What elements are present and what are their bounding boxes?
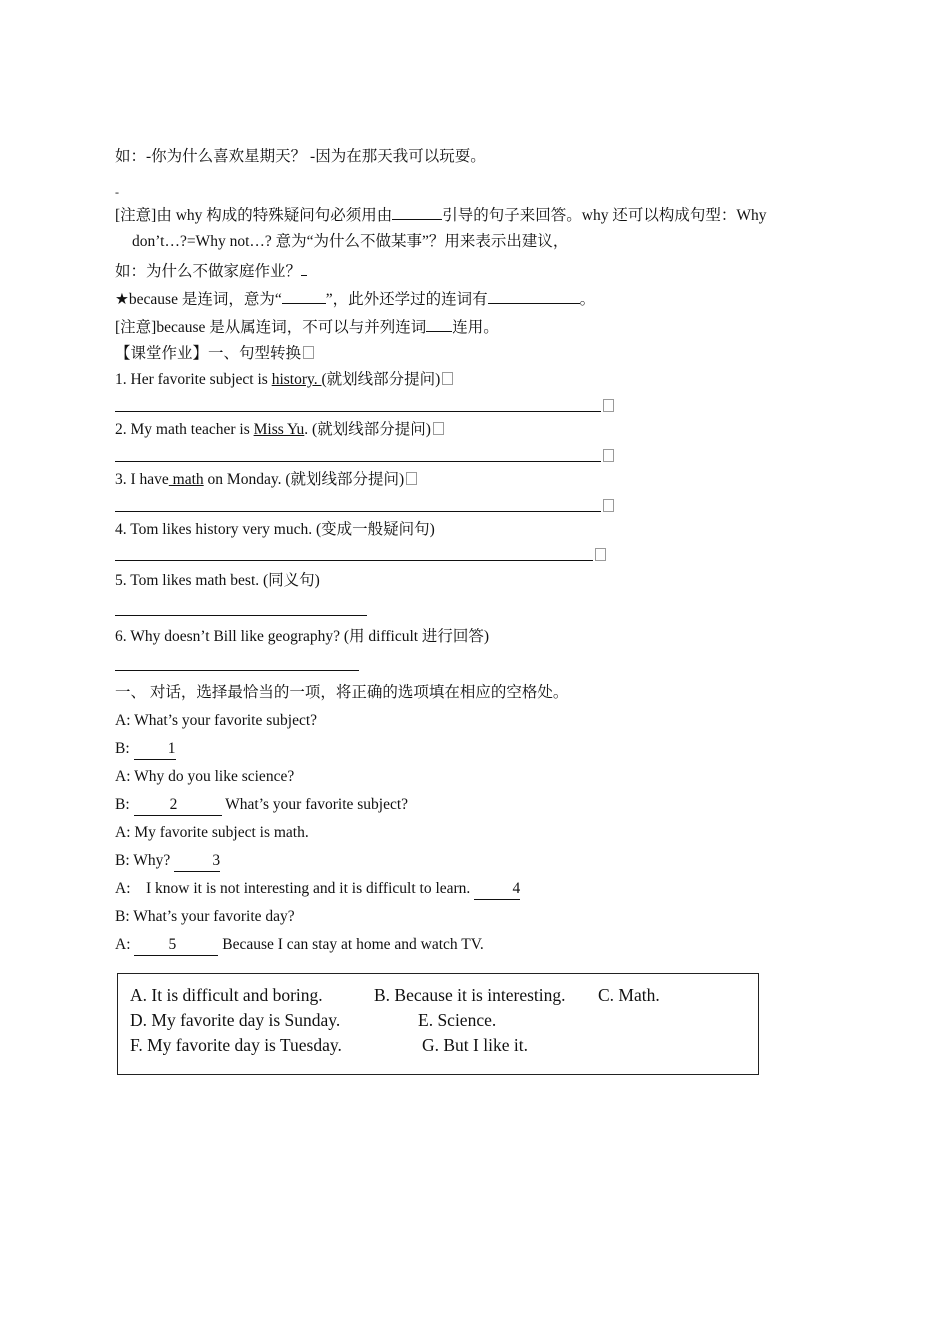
dialogue-line-7 xyxy=(115,879,520,900)
note-line-2: don’t…?=Why not…? 意为“为什么不做某事”？用来表示出建议， xyxy=(132,233,569,250)
dialogue-heading: 一、 对话，选择最恰当的一项，将正确的选项填在相应的空格处。 xyxy=(115,684,569,701)
dialogue-line-8: B: What’s your favorite day? xyxy=(115,908,295,925)
example-text: 如：为什么不做家庭作业？ xyxy=(115,263,302,280)
box-placeholder-icon xyxy=(595,548,606,561)
speaker-label: B: xyxy=(115,796,134,813)
option-b: B. Because it is interesting. xyxy=(374,985,566,1005)
box-placeholder-icon xyxy=(406,472,417,485)
note-text-b: 引导的句子来回答。why 还可以构成句型：Why xyxy=(442,207,767,224)
answer-blank-4[interactable]: 4 xyxy=(474,879,520,900)
answer-line-6[interactable] xyxy=(115,670,359,671)
answer-blank-1[interactable]: 1 xyxy=(134,739,176,760)
question-text: 1. Her favorite subject is xyxy=(115,371,272,388)
star-text-c: 。 xyxy=(579,291,596,308)
question-instruction: (就划线部分提问) xyxy=(321,371,441,388)
box-placeholder-icon xyxy=(603,449,614,462)
box-placeholder-icon xyxy=(603,399,614,412)
dialogue-line-1: A: What’s your favorite subject? xyxy=(115,712,318,729)
dialogue-text: Because I can stay at home and watch TV. xyxy=(218,936,484,953)
box-placeholder-icon xyxy=(442,372,453,385)
answer-line-4[interactable] xyxy=(115,560,593,561)
option-d: D. My favorite day is Sunday. xyxy=(130,1010,341,1030)
speaker-label: B: xyxy=(115,740,134,757)
example-line-1: 如：-你为什么喜欢星期天？ -因为在那天我可以玩耍。 xyxy=(115,148,486,165)
question-4: 4. Tom likes history very much. (变成一般疑问句) xyxy=(115,521,435,538)
option-g: G. But I like it. xyxy=(422,1035,528,1055)
question-3 xyxy=(115,470,417,490)
question-text: 3. I have xyxy=(115,471,169,488)
answer-blank[interactable] xyxy=(426,316,452,332)
dialogue-line-2 xyxy=(115,739,176,760)
note-line-1 xyxy=(115,204,766,226)
box-placeholder-icon xyxy=(303,346,314,359)
speaker-label: B: Why? xyxy=(115,852,175,869)
answer-line-3[interactable] xyxy=(115,511,601,512)
answer-blank[interactable] xyxy=(301,260,307,276)
option-c: C. Math. xyxy=(598,985,660,1005)
question-6: 6. Why doesn’t Bill like geography? (用 difficult 进行回答) xyxy=(115,628,490,645)
underlined-word: Miss Yu xyxy=(253,421,305,438)
underlined-word: math xyxy=(168,471,204,488)
underlined-word: history. xyxy=(271,371,322,388)
answer-blank[interactable] xyxy=(392,204,442,220)
box-placeholder-icon xyxy=(433,422,444,435)
note-text-a: [注意]because 是从属连词，不可以与并列连词 xyxy=(115,319,427,336)
star-note-line xyxy=(115,288,595,310)
classwork-heading xyxy=(115,344,314,364)
dialogue-text: What’s your favorite subject? xyxy=(221,796,409,813)
box-placeholder-icon xyxy=(603,499,614,512)
star-text-a: ★because 是连词，意为“ xyxy=(115,291,282,308)
meaning-blank[interactable] xyxy=(282,288,326,304)
note-text-b: 连用。 xyxy=(452,319,499,336)
speaker-label: A: xyxy=(115,936,135,953)
answer-line-5[interactable] xyxy=(115,615,367,616)
dash-mark: - xyxy=(115,185,119,199)
dialogue-line-9 xyxy=(115,935,484,956)
note-text-a: [注意]由 why 构成的特殊疑问句必须用由 xyxy=(115,207,393,224)
option-e: E. Science. xyxy=(418,1010,497,1030)
answer-line-2[interactable] xyxy=(115,461,601,462)
conjunction-blank[interactable] xyxy=(488,288,580,304)
option-a: A. It is difficult and boring. xyxy=(130,985,323,1005)
classwork-heading-text: 【课堂作业】一、句型转换 xyxy=(115,345,302,362)
option-f: F. My favorite day is Tuesday. xyxy=(130,1035,342,1055)
question-2 xyxy=(115,420,444,440)
answer-line-1[interactable] xyxy=(115,411,601,412)
question-5: 5. Tom likes math best. (同义句) xyxy=(115,572,320,589)
star-text-b: ”，此外还学过的连词有 xyxy=(325,291,488,308)
answer-blank-2[interactable]: 2 xyxy=(134,795,222,816)
question-instruction: . (就划线部分提问) xyxy=(304,421,431,438)
question-instruction: on Monday. (就划线部分提问) xyxy=(203,471,405,488)
dialogue-line-3: A: Why do you like science? xyxy=(115,768,295,785)
note-line-3 xyxy=(115,316,499,338)
example-line-2 xyxy=(115,260,307,282)
answer-blank-5[interactable]: 5 xyxy=(134,935,218,956)
dialogue-line-4 xyxy=(115,795,408,816)
answer-blank-3[interactable]: 3 xyxy=(174,851,220,872)
dialogue-line-6 xyxy=(115,851,220,872)
question-text: 2. My math teacher is xyxy=(115,421,254,438)
dialogue-text: A: I know it is not interesting and it is difficult to learn. xyxy=(115,880,475,897)
options-box xyxy=(117,973,759,1075)
question-1 xyxy=(115,370,453,390)
dialogue-line-5: A: My favorite subject is math. xyxy=(115,824,309,841)
